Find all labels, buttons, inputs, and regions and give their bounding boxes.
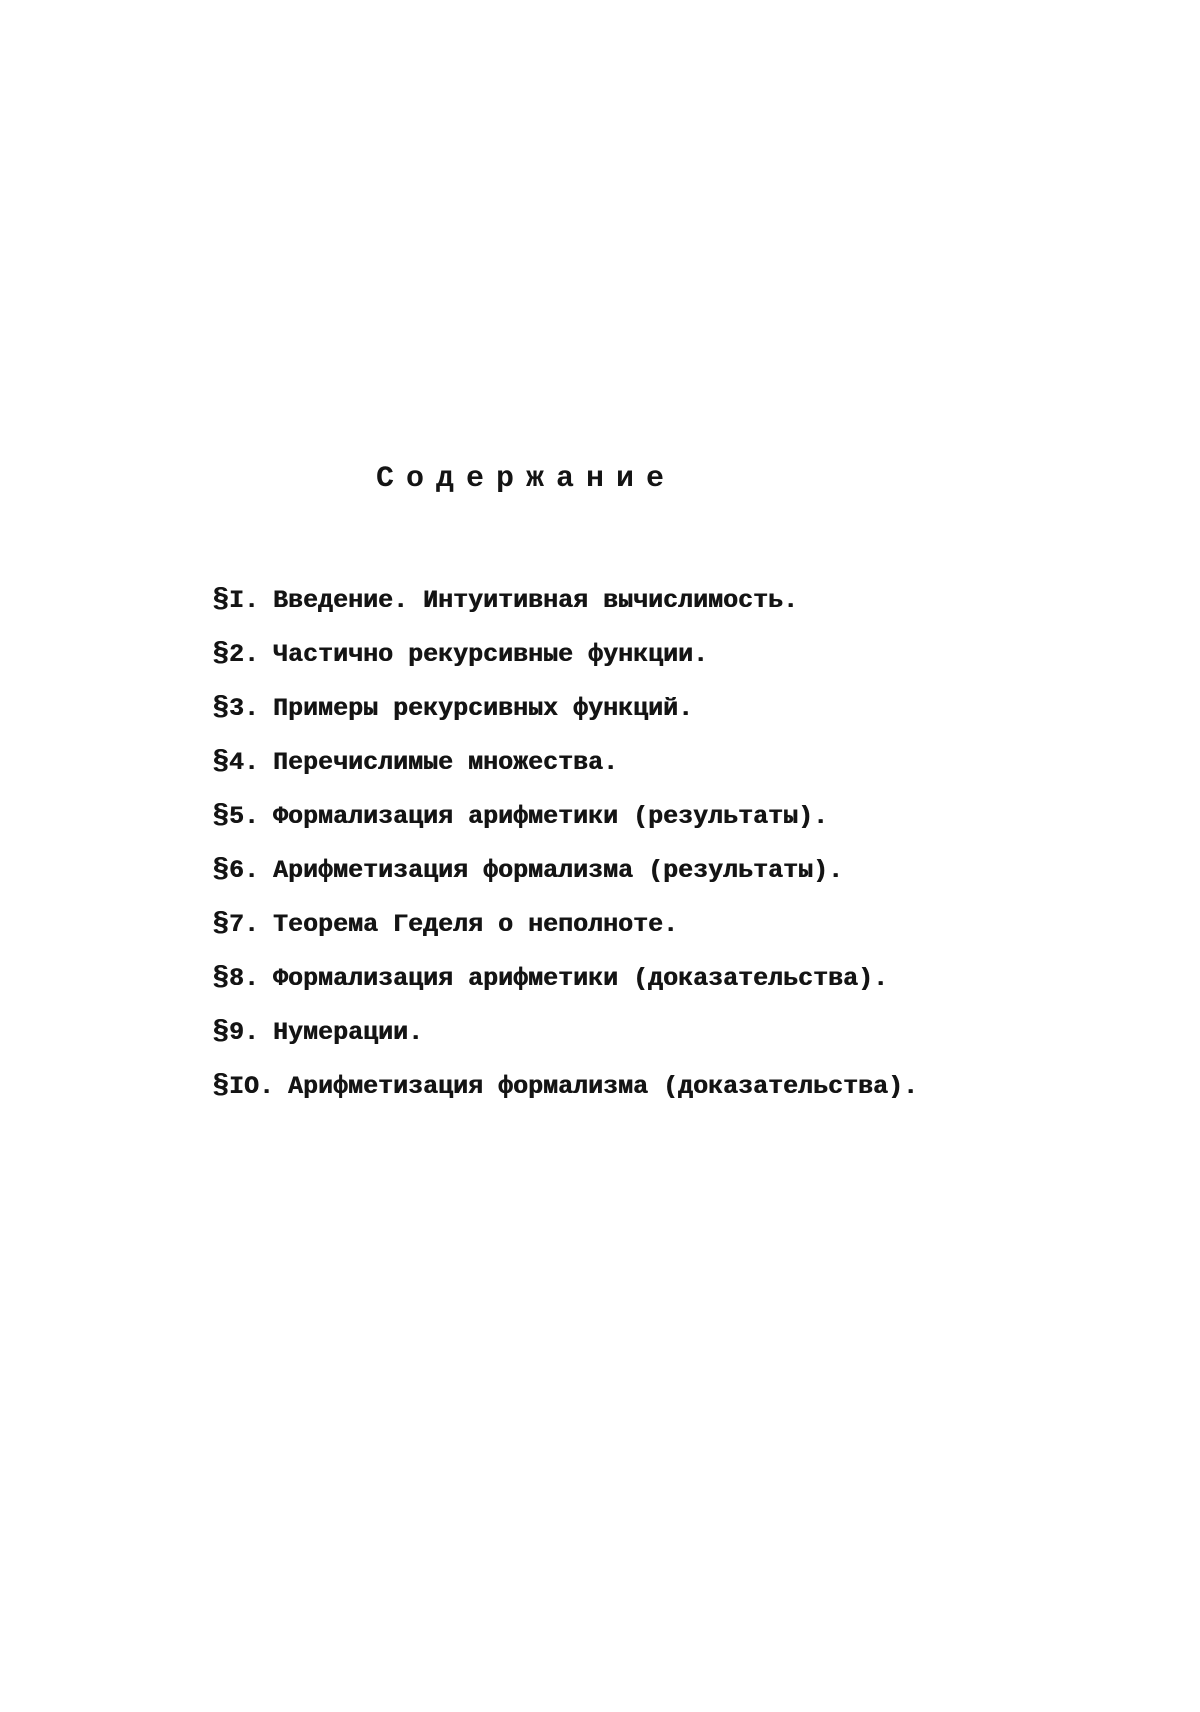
toc-item-7	[212, 908, 918, 962]
toc-number: 3.	[228, 694, 259, 723]
section-sign: §	[212, 855, 229, 886]
section-sign: §	[212, 693, 229, 724]
toc-text: Введение. Интуитивная вычислимость.	[272, 586, 798, 615]
toc-number: 4.	[228, 748, 259, 777]
toc-number: 2.	[228, 640, 259, 669]
section-sign: §	[212, 963, 229, 994]
toc-number: I.	[228, 586, 259, 615]
toc-text: Перечислимые множества.	[272, 748, 618, 777]
toc-text: Частично рекурсивные функции.	[272, 640, 708, 669]
toc-text: Примеры рекурсивных функций.	[272, 694, 693, 723]
toc-item-6	[212, 854, 918, 908]
toc-number: 9.	[228, 1018, 259, 1047]
toc-item-3	[212, 692, 918, 746]
table-of-contents	[212, 584, 918, 1124]
toc-item-4	[212, 746, 918, 800]
toc-item-2	[212, 638, 918, 692]
toc-item-8	[212, 962, 918, 1016]
section-sign: §	[212, 639, 229, 670]
section-sign: §	[212, 1017, 229, 1048]
toc-number: 6.	[228, 856, 259, 885]
toc-text: Арифметизация формализма (доказательства).	[287, 1072, 918, 1101]
toc-item-1	[212, 584, 918, 638]
section-sign: §	[212, 801, 229, 832]
toc-item-5	[212, 800, 918, 854]
toc-text: Формализация арифметики (доказательства).	[272, 964, 888, 993]
toc-number: 5.	[228, 802, 259, 831]
section-sign: §	[212, 747, 229, 778]
toc-text: Арифметизация формализма (результаты).	[272, 856, 843, 885]
toc-text: Нумерации.	[272, 1018, 423, 1047]
section-sign: §	[212, 909, 229, 940]
toc-text: Формализация арифметики (результаты).	[272, 802, 828, 831]
toc-number: 8.	[228, 964, 259, 993]
toc-item-10	[212, 1070, 918, 1124]
toc-number: IO.	[228, 1072, 274, 1101]
toc-item-9	[212, 1016, 918, 1070]
page-title: Содержание	[376, 462, 677, 496]
toc-number: 7.	[228, 910, 259, 939]
section-sign: §	[212, 585, 229, 616]
toc-text: Теорема Геделя о неполноте.	[272, 910, 678, 939]
section-sign: §	[212, 1071, 229, 1102]
